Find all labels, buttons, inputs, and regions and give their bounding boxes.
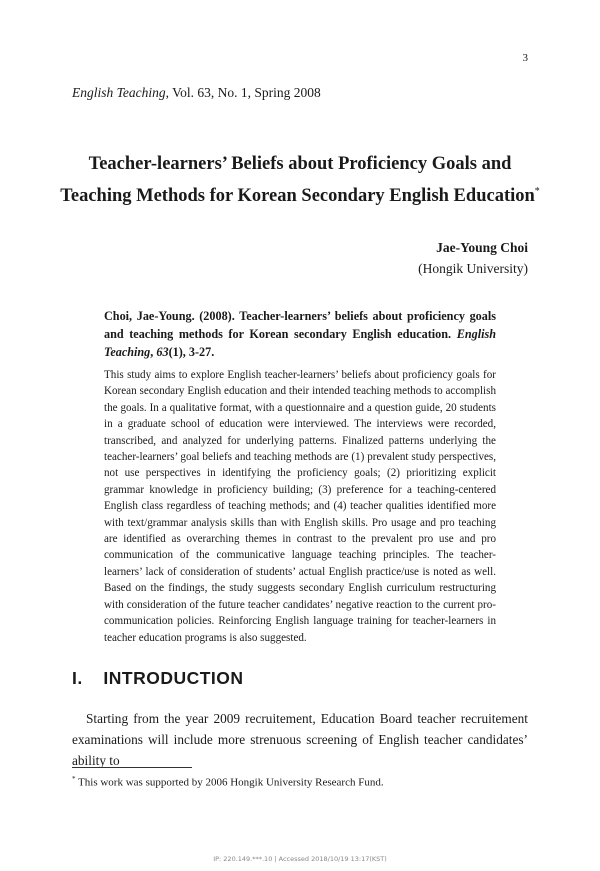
abstract-block (104, 307, 496, 646)
journal-reference (72, 85, 321, 101)
title-line-2 (30, 178, 570, 210)
section-heading (72, 668, 244, 689)
citation-journal: English Teaching (104, 327, 496, 359)
access-watermark: IP: 220.149.***.10 | Accessed 2018/10/19 13:17(KST) (213, 855, 387, 863)
journal-name: English Teaching (72, 85, 166, 100)
citation-sep: , (150, 345, 157, 359)
intro-paragraph: Starting from the year 2009 recruitement, Education Board teacher recruitement examinations will include more strenuous screening of English teacher candidates’ ability to (72, 711, 528, 768)
section-title: INTRODUCTION (103, 668, 244, 688)
title-line-2-text: Teaching Methods for Korean Secondary English Education (60, 186, 535, 207)
title-line-1: Teacher-learners’ Beliefs about Proficiency Goals and (88, 154, 512, 174)
author-block (418, 237, 528, 279)
journal-issue: , Vol. 63, No. 1, Spring 2008 (165, 85, 321, 100)
citation-pages: (1), 3-27. (168, 345, 215, 359)
title-footnote-mark: * (534, 186, 540, 197)
footnote (72, 775, 384, 789)
citation-lead: Choi, Jae-Young. (2008). Teacher-learners’ beliefs about proficiency goals and teaching methods for Korean secondary English education. (104, 309, 496, 341)
paper-title (30, 151, 570, 210)
footnote-mark: * (72, 775, 76, 783)
page-number: 3 (522, 52, 528, 64)
author-affiliation: (Hongik University) (418, 261, 528, 276)
section-number: I. (72, 668, 83, 688)
footnote-divider (72, 767, 192, 768)
footnote-text: This work was supported by 2006 Hongik University Research Fund. (75, 776, 384, 789)
author-name: Jae-Young Choi (436, 240, 528, 255)
citation (104, 307, 496, 361)
citation-volume: 63 (156, 345, 169, 359)
abstract-text: This study aims to explore English teacher-learners’ beliefs about proficiency goals for Korean secondary English education and their intended teaching methods to accomplish the goals. In a qualitative format, with a questionnaire and a question guide, 20 students in a graduate school of education were interviewed. The interviews were recorded, transcribed, and analyzed for underlying patterns. Finalized patterns underlying the teacher-learners’ goal beliefs and teaching methods are (1) prevalent study perspectives, not use perspectives in identifying the proficiency goals; (2) prioritizing explicit grammar knowledge in proficiency building; (3) preference for a teaching-centered English class regardless of teaching methods; and (4) teacher qualities identified more with text/grammar analysis skills than with English skills. Pro usage and pro teaching are identified as overarching themes in contrast to the prevalent pro use and pro communication of the communicative language teaching principles. The teacher-learners’ lack of consideration of students’ actual English practice/use is noted as well. Based on the findings, the study suggests secondary English curriculum restructuring with consideration of the future teacher candidates’ negative reaction to the current pro-communication policies. Reinforcing English language training for teacher-learners in teacher education programs is also suggested. (104, 369, 496, 644)
